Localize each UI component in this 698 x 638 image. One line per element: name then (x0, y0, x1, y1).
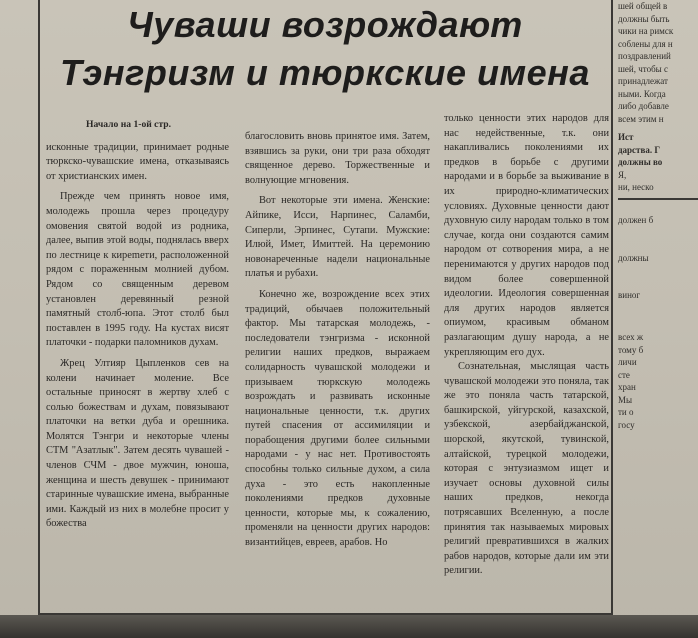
fragment-line: личи (618, 357, 637, 367)
fragment-line: госу (618, 419, 635, 430)
article-column-2 (245, 130, 430, 613)
article-column-1 (46, 118, 229, 613)
fragment-line: должны во (618, 157, 663, 167)
fragment-line: всем этим н (618, 113, 664, 124)
paragraph: исконные традиции, принимает родные тюркско-чувашские имена, отказываясь от христианских имен. (46, 141, 229, 182)
fragment-line: дарства. Г (618, 144, 661, 155)
fragment-line: ни, неско (618, 182, 654, 192)
paragraph: Конечно же, возрождение всех этих традиций, обычаев положительный фактор. Мы татарская молодежь, - последователи тэнгризма - исконной религии наших предков, выражаем солидарность чувашской молодежи и призываем тюркскую молодежь возрождать и развивать исконные национальные ценности, т.к. других путей спасения от ассимиляции и порабощения другими более сильными народами - у нас нет. Противостоять способны только сильные духом, а сила духа - это есть накопленные поколениями предков духовные ценности, которые мы, к сожалению, променяли на ценности других народов: византийцев, евреев, арабов. Но (245, 288, 430, 549)
fragment-line: должен б (618, 214, 654, 225)
fragment-line: должны быть (618, 13, 670, 24)
fragment-line: Ист (618, 132, 634, 142)
paragraph: Жрец Ултияр Цыпленков сев на колени начинает моление. Все остальные приносят в жертву хлеб с солью божествам и духам, повязывают платочки на ветки дуба и орешника. Молятся Тэнгри и некоторые члены СТМ "Азатлык". Затем десять чувашей - членов СЧМ - двое мужчин, юноша, женщина и шесть девушек - принимают старинные чувашские имена, выбранные ими. Каждый из них в молебне просит у божества (46, 357, 229, 530)
paragraph: Сознательная, мыслящая часть чувашской молодежи это поняла, так же это поняла часть татарской, башкирской, уйгурской, казахской, узбекской, азербайджанской, шорской, якутской, тувинской, алтайской, турецкой молодежи, которая с энтузиазмом ищет и изучает основы духовной силы наших предков, некогда потрясавших Вселенную, а после принятия так называемых мировых религий превратившихся в жалких рабов народов, которые дали им эти религии. (444, 361, 609, 577)
fragment-line: Я, (618, 169, 627, 180)
fragment-line: виног (618, 289, 641, 300)
fragment-line: должны (618, 253, 649, 263)
fragment-line: всех ж (618, 332, 644, 342)
fragment-line: ти о (618, 407, 634, 417)
fragment-line: шей общей в (618, 1, 668, 11)
fragment-line: принадлежат (618, 76, 668, 86)
headline-line-1: Чуваши возрождают (127, 4, 523, 45)
fragment-line: либо добавле (618, 101, 669, 111)
fragment-line: Мы (618, 394, 633, 405)
fragment-line: поздравлений (618, 51, 671, 61)
fragment-line: ными. Когда (618, 88, 666, 99)
column-rule (618, 198, 698, 200)
paragraph: Вот некоторые эти имена. Женские: Айпике, Исси, Нарпинес, Саламби, Сиперли, Эрпинес, Сутапи. Мужские: Илюй, Имет, Имиттей. На церемонию новонареченные надели национальные платья и рубахи. (245, 195, 430, 280)
continuation-note: Начало на 1-ой стр. (86, 119, 172, 130)
headline-line-2: Тэнгризм и тюркские имена (60, 52, 590, 93)
fragment-line: сте (618, 369, 630, 380)
fragment-line: хран (618, 382, 636, 392)
paragraph: только ценности этих народов для нас недейственные, т.к. они накапливались поколениями их предков в борьбе с другими народами и в борьбе за выживание в их природно-климатических условиях. Духовные ценности дают духовную силу народам только в том случае, когда они создаются самим народом от сотворения мира, а не перенимаются у других народов под видом более совершенной идеологии. Идеология совершенная для других народов является опиумом, красивым обманом разлагающим душу народа, а не укрепляющим его дух. (444, 113, 609, 358)
background-surface (0, 615, 698, 638)
adjacent-article-fragment (618, 0, 698, 615)
fragment-line: соблены для н (618, 38, 673, 49)
fragment-line: чики на римск (618, 26, 674, 36)
article-column-3 (444, 112, 609, 612)
paragraph: Прежде чем принять новое имя, молодежь прошла через процедуру омовения святой водой из родника, далее, выпив этой воды, поднялась вверх по лестнице к кирemeти, расположенной рядом с пораженным молнией дубом. Рядом со священным деревом установлен деревянный резной памятный столб-юпа. Этот столб был поставлен в 1995 году. На кустах висят платочки - подарки паломников духам. (46, 191, 229, 349)
paragraph: благословить вновь принятое имя. Затем, взявшись за руки, они три раза обходят священное дерево. Торжественные и волнующие мгновения. (245, 131, 430, 186)
fragment-line: шей, чтобы с (618, 63, 668, 74)
fragment-line: тому б (618, 344, 644, 355)
